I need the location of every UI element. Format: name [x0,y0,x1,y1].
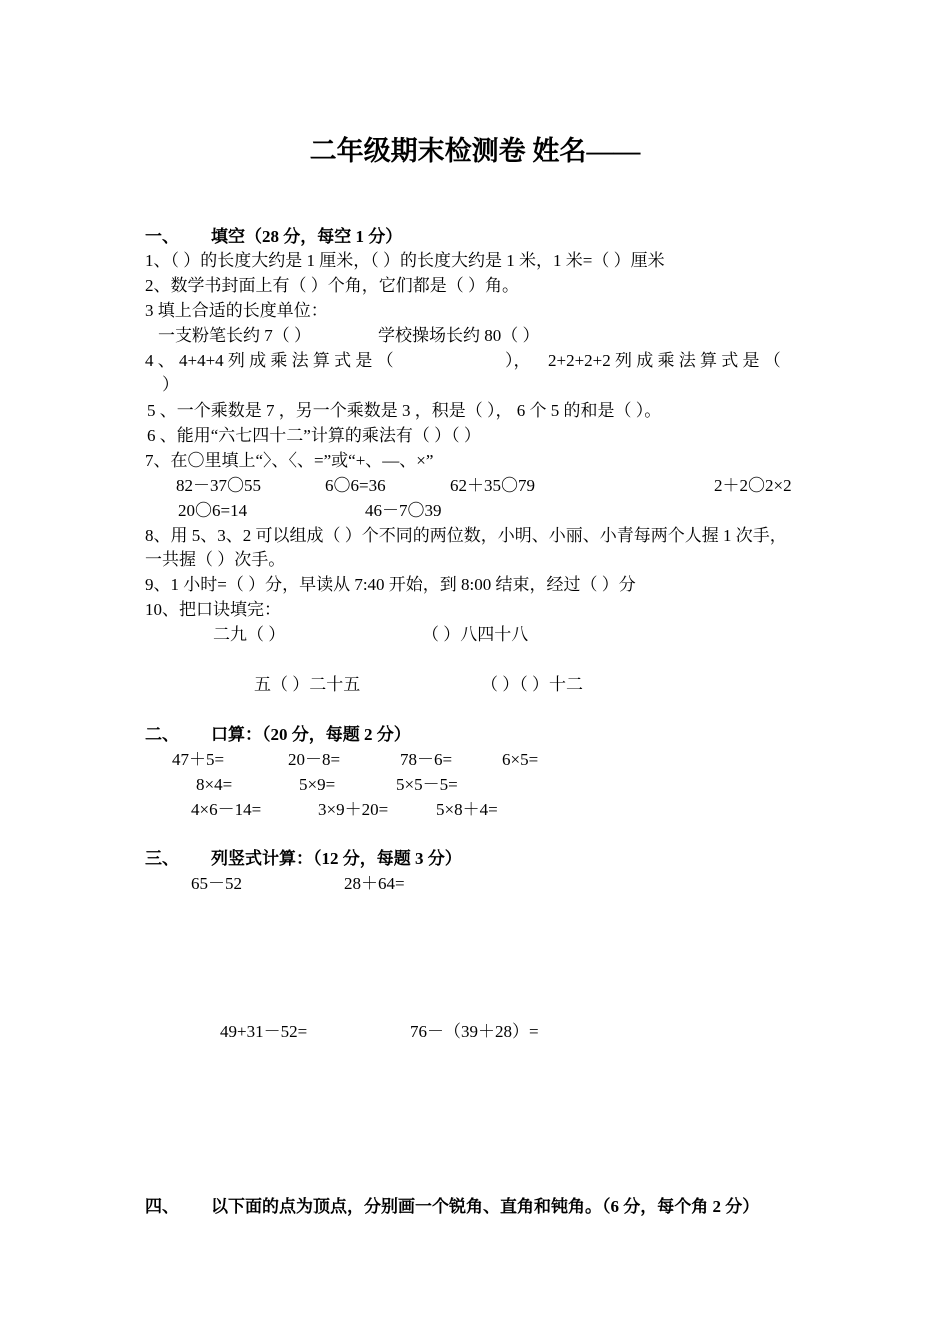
vertical-problem-3: 49+31－52= [220,1022,308,1041]
question-7-item-1: 82－37〇55 [176,476,261,495]
question-2: 2、数学书封面上有（ ）个角，它们都是（ ）角。 [145,276,519,295]
section-1-title: 填空（28 分，每空 1 分） [211,227,403,246]
question-10-item-4: （ ）（ ）十二 [481,675,583,694]
question-7-item-4: 2＋2〇2×2 [714,476,792,495]
oral-problem: 20－8= [288,750,341,769]
question-1: 1、（ ）的长度大约是 1 厘米，（ ）的长度大约是 1 米，1 米=（ ）厘米 [145,251,665,270]
question-4-part-c: 2+2+2+2 列 成 乘 法 算 式 是 （ [548,351,781,370]
section-1-number: 一、 [145,227,179,246]
oral-problem: 6×5= [502,750,539,769]
question-10-item-3: 五（ ）二十五 [254,675,361,694]
question-3-part-a: 一支粉笔长约 7（ ） [158,326,311,345]
question-7-item-5: 20〇6=14 [178,501,248,520]
question-5: 5 、一个乘数是 7 ，另一个乘数是 3 ，积是（ ）， 6 个 5 的和是（ ）。 [147,401,662,420]
vertical-problem-4: 76－（39＋28）= [410,1022,539,1041]
question-6: 6 、能用“六七四十二”计算的乘法有（ ）（ ） [147,426,481,445]
section-2-title: 口算：（20 分，每题 2 分） [211,725,411,744]
oral-problem: 47＋5= [172,750,225,769]
question-7: 7、在〇里填上“〉、〈、=”或“+、—、×” [145,451,434,470]
question-3-part-b: 学校操场长约 80（ ） [378,326,540,345]
section-4-title: 以下面的点为顶点，分别画一个锐角、直角和钝角。（6 分，每个角 2 分） [211,1197,760,1216]
oral-problem: 8×4= [196,775,233,794]
section-3-heading [145,848,462,870]
oral-problem: 4×6－14= [191,800,262,819]
section-4-number: 四、 [145,1197,179,1216]
question-3: 3 填上合适的长度单位： [145,301,328,320]
section-3-number: 三、 [145,849,179,868]
oral-problem: 5×9= [299,775,336,794]
vertical-problem-2: 28＋64= [344,874,405,893]
section-2-number: 二、 [145,725,179,744]
question-7-item-6: 46－7〇39 [365,501,442,520]
question-10-item-2: （ ）八四十八 [422,625,529,644]
section-2-heading [145,724,411,746]
question-8-line-1: 8、用 5、3、2 可以组成（ ）个不同的两位数，小明、小丽、小青每两个人握 1 次手， [145,526,787,545]
section-1-heading [145,226,402,248]
question-7-item-2: 6〇6=36 [325,476,386,495]
vertical-problem-1: 65－52 [191,874,242,893]
question-10: 10、把口诀填完： [145,600,281,619]
section-3-title: 列竖式计算：（12 分，每题 3 分） [211,849,462,868]
question-4-part-a: 4 、 4+4+4 列 成 乘 法 算 式 是 （ [145,351,394,370]
oral-problem: 3×9＋20= [318,800,389,819]
oral-problem: 5×5－5= [396,775,458,794]
question-9: 9、1 小时=（ ）分，早读从 7:40 开始，到 8:00 结束，经过（ ）分 [145,575,636,594]
question-10-item-1: 二九（ ） [213,625,286,644]
oral-problem: 78－6= [400,750,453,769]
page-title: 二年级期末检测卷 姓名—— [309,136,641,166]
oral-problem: 5×8＋4= [436,800,498,819]
question-4-part-d: ） [162,375,179,394]
question-8-line-2: 一共握（ ）次手。 [145,550,286,569]
question-7-item-3: 62＋35〇79 [450,476,535,495]
question-4-part-b: ）， [505,351,531,370]
section-4-heading [145,1196,759,1218]
